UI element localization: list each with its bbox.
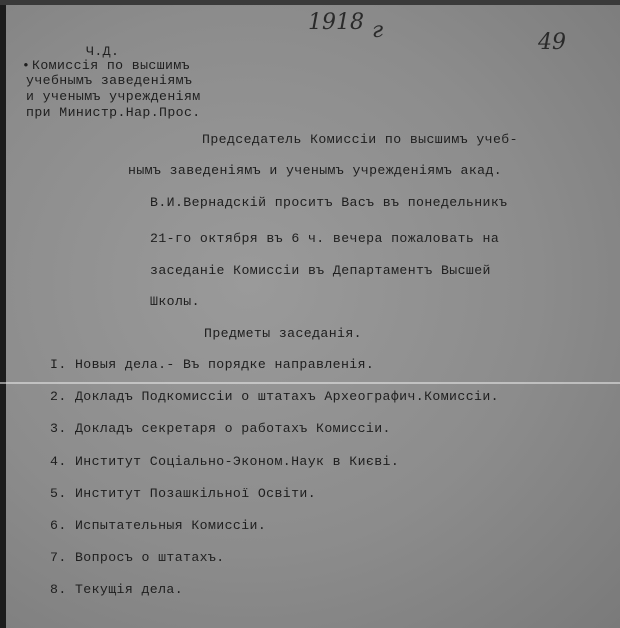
body-line-4: 21-го октября въ 6 ч. вечера пожаловать на <box>150 231 500 246</box>
body-line-1: Председатель Комиссіи по высшимъ учеб- <box>202 132 518 147</box>
agenda-item: 6. Испытательныя Комиссіи. <box>50 518 267 533</box>
agenda-item: 5. Институт Позашкільної Освіти. <box>50 486 317 501</box>
agenda-heading: Предметы заседанія. <box>204 326 362 341</box>
org-line-2: учебнымъ заведеніямъ <box>26 73 193 88</box>
body-line-3: В.И.Вернадскій проситъ Васъ въ понедельникъ <box>150 195 508 210</box>
org-code: Ч.Д. <box>86 44 120 59</box>
org-line-1: Комиссія по высшимъ <box>32 58 190 73</box>
agenda-item: 8. Текущія дела. <box>50 582 184 597</box>
agenda-item: 7. Вопросъ о штатахъ. <box>50 550 225 565</box>
agenda-item: I. Новыя дела.- Въ порядке направленія. <box>50 357 375 372</box>
handwritten-year-suffix: г <box>372 18 384 43</box>
scan-left-edge <box>0 0 6 628</box>
body-line-5: заседаніе Комиссіи въ Департаментъ Высшей <box>150 263 491 278</box>
agenda-item: 4. Институт Соціально-Эконом.Наук в Києві. <box>50 454 400 469</box>
scan-top-edge <box>0 0 620 5</box>
body-line-6: Школы. <box>150 294 200 309</box>
org-line-3: и ученымъ учрежденіям <box>26 89 201 104</box>
agenda-item: 3. Докладъ секретаря о работахъ Комиссіи. <box>50 421 391 436</box>
bullet-mark: • <box>22 58 30 73</box>
agenda-item: 2. Докладъ Подкомиссіи о штатахъ Археографич.Комиссіи. <box>50 389 499 404</box>
handwritten-year: 1918 <box>308 10 364 35</box>
paper-crease <box>0 382 620 384</box>
org-line-4: при Министр.Нар.Прос. <box>26 105 201 120</box>
body-line-2: нымъ заведеніямъ и ученымъ учрежденіямъ акад. <box>128 163 503 178</box>
handwritten-page-number: 49 <box>538 30 566 55</box>
